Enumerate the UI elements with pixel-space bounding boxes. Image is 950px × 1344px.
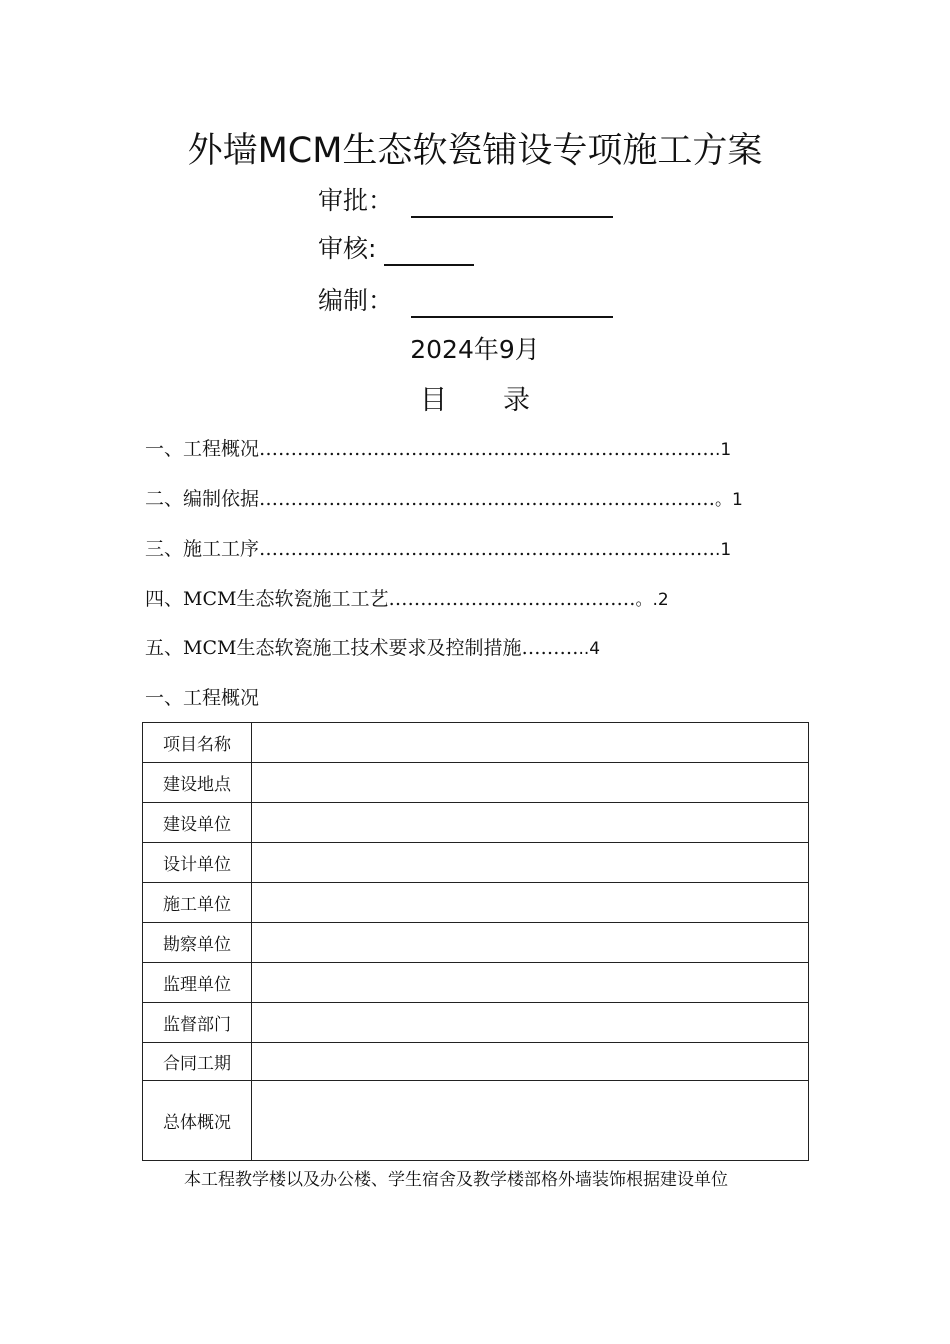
toc-page: .1	[715, 540, 732, 560]
toc-title-char: 目	[420, 385, 447, 416]
table-row	[143, 923, 809, 963]
row-value	[252, 1081, 809, 1161]
row-value	[252, 763, 809, 803]
row-label: 总体概况	[143, 1081, 252, 1161]
row-label: 建设单位	[143, 803, 252, 843]
toc-title	[0, 382, 950, 420]
table-row	[143, 1043, 809, 1081]
row-label: 合同工期	[143, 1043, 252, 1081]
body-paragraph: 本工程教学楼以及办公楼、学生宿舍及教学楼部格外墙装饰根据建设单位	[184, 1170, 728, 1190]
row-value	[252, 923, 809, 963]
row-value	[252, 843, 809, 883]
document-title: 外墙MCM生态软瓷铺设专项施工方案	[187, 131, 763, 171]
row-label: 监督部门	[143, 1003, 252, 1043]
toc-item[interactable]	[145, 634, 600, 663]
row-label: 设计单位	[143, 843, 252, 883]
review-label: 审核:	[318, 234, 377, 263]
approval-row	[318, 184, 613, 218]
row-value	[252, 1043, 809, 1081]
row-value	[252, 963, 809, 1003]
table-row	[143, 1081, 809, 1161]
document-date: 2024年9月	[410, 335, 540, 364]
toc-page: ..4	[578, 639, 601, 659]
compile-label: 编制：	[318, 286, 394, 315]
row-value	[252, 723, 809, 763]
row-label: 勘察单位	[143, 923, 252, 963]
table-row	[143, 843, 809, 883]
approval-label: 审批：	[318, 186, 394, 215]
toc-leader: ………………………………………………………………	[259, 538, 716, 560]
toc-item[interactable]	[145, 535, 731, 564]
toc-leader: ………………………………………………………………	[259, 488, 716, 510]
table-row	[143, 1003, 809, 1043]
row-value	[252, 883, 809, 923]
table-row	[143, 963, 809, 1003]
compile-row	[318, 284, 613, 318]
section-heading: 一、工程概况	[145, 687, 260, 709]
toc-item-text: 一、工程概况	[145, 438, 260, 460]
toc-leader: …………………………………	[388, 588, 636, 610]
review-row	[318, 232, 474, 266]
approval-signature-line	[411, 188, 613, 218]
toc-item-text: 四、MCM生态软瓷施工工艺	[145, 588, 389, 610]
row-label: 建设地点	[143, 763, 252, 803]
row-label: 项目名称	[143, 723, 252, 763]
toc-item[interactable]	[145, 435, 731, 464]
row-value	[252, 1003, 809, 1043]
toc-item-text: 三、施工工序	[145, 538, 260, 560]
toc-page: .1	[715, 440, 732, 460]
toc-item[interactable]	[145, 485, 743, 514]
compile-signature-line	[411, 288, 613, 318]
toc-item-text: 二、编制依据	[145, 488, 260, 510]
table-row	[143, 723, 809, 763]
toc-page: 。1	[715, 490, 743, 510]
row-label: 施工单位	[143, 883, 252, 923]
toc-item[interactable]	[145, 585, 669, 614]
row-label: 监理单位	[143, 963, 252, 1003]
table-row	[143, 883, 809, 923]
toc-leader: ………	[521, 637, 579, 659]
table-row	[143, 803, 809, 843]
table-row	[143, 763, 809, 803]
row-value	[252, 803, 809, 843]
toc-page: 。.2	[635, 590, 669, 610]
toc-leader: ………………………………………………………………	[259, 438, 716, 460]
overview-table	[142, 722, 809, 1161]
toc-title-char: 录	[503, 385, 530, 416]
review-signature-line	[384, 236, 474, 266]
toc-item-text: 五、MCM生态软瓷施工技术要求及控制措施	[145, 637, 522, 659]
